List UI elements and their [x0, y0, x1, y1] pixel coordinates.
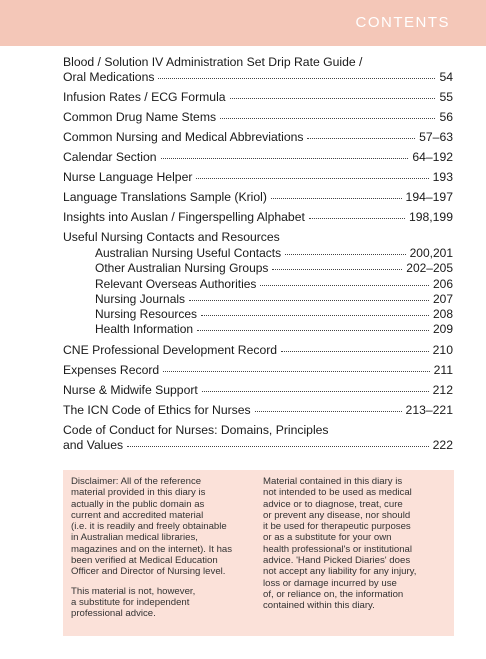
dot-leader	[272, 269, 402, 270]
dot-leader	[255, 411, 402, 412]
disclaimer-paragraph-1	[71, 476, 259, 578]
toc-subentry-overseas-authorities[interactable]	[63, 277, 453, 292]
toc-entry-label: Nursing Resources	[95, 307, 198, 322]
toc-page-number: 208	[432, 307, 453, 322]
toc-entry-label: Useful Nursing Contacts and Resources	[63, 230, 280, 244]
toc-entry-infusion-rates[interactable]	[63, 90, 453, 105]
toc-entry-label-line1: Blood / Solution IV Administration Set Drip Rate Guide /	[63, 55, 363, 69]
toc-entry-label: Calendar Section	[63, 150, 157, 164]
toc-page-number: 55	[439, 90, 453, 104]
toc-entry-contacts-resources[interactable]	[63, 230, 453, 338]
toc-page-number: 212	[432, 382, 453, 397]
toc-page-number: 194–197	[405, 190, 453, 204]
dot-leader	[189, 300, 429, 301]
dot-leader	[220, 118, 435, 119]
disclaimer-line: professional advice.	[71, 608, 156, 620]
disclaimer-line: in Australian medical libraries,	[71, 532, 198, 544]
toc-page-number: 213–221	[405, 402, 453, 417]
disclaimer-line: health professional's or institutional	[263, 543, 413, 555]
toc-entry-label: The ICN Code of Ethics for Nurses	[63, 402, 251, 417]
dot-leader	[281, 351, 429, 352]
toc-entry-label: Nurse Language Helper	[63, 170, 193, 184]
disclaimer-line: (i.e. it is readily and freely obtainable	[71, 521, 227, 533]
disclaimer-left-column	[71, 476, 259, 620]
toc-page-number: 193	[432, 170, 453, 184]
disclaimer-line: been verified at Medical Education	[71, 555, 218, 567]
toc-entry-auslan[interactable]	[63, 210, 453, 225]
toc-page-number: 200,201	[409, 246, 453, 260]
dot-leader	[201, 315, 429, 316]
toc-entry-language-helper[interactable]	[63, 170, 453, 185]
toc-entry-label: Insights into Auslan / Fingerspelling Alphabet	[63, 210, 305, 224]
toc-page-number: 64–192	[412, 150, 453, 164]
table-of-contents	[63, 55, 453, 453]
disclaimer-line: Disclaimer: All of the reference	[71, 476, 202, 487]
disclaimer-right-column	[263, 476, 449, 612]
toc-page-number: 207	[432, 291, 453, 306]
disclaimer-box	[63, 470, 454, 636]
dot-leader	[230, 98, 436, 99]
toc-entry-label: Expenses Record	[63, 362, 160, 377]
dot-leader	[307, 138, 415, 139]
toc-entry-label: Other Australian Nursing Groups	[95, 261, 269, 276]
disclaimer-line: current and accredited material	[71, 509, 204, 521]
dot-leader	[309, 218, 405, 219]
disclaimer-line: material provided in this diary is	[71, 487, 206, 499]
disclaimer-line: actually in the public domain as	[71, 498, 205, 510]
toc-subentry-nursing-contacts[interactable]	[63, 246, 453, 261]
dot-leader	[127, 446, 429, 447]
disclaimer-line: or prevent any disease, nor should	[263, 509, 411, 521]
dot-leader	[271, 198, 402, 199]
toc-page-number: 56	[439, 110, 453, 124]
disclaimer-line: Material contained in this diary is	[263, 476, 403, 487]
toc-entry-label: CNE Professional Development Record	[63, 342, 278, 357]
toc-subentry-nursing-journals[interactable]	[63, 292, 453, 307]
dot-leader	[260, 285, 429, 286]
disclaimer-paragraph-2	[71, 586, 259, 620]
dot-leader	[163, 371, 429, 372]
toc-entry-label: Australian Nursing Useful Contacts	[95, 246, 282, 260]
disclaimer-line: it be used for therapeutic purposes	[263, 521, 411, 533]
disclaimer-line: magazines and on the internet). It has	[71, 543, 233, 555]
disclaimer-line: a substitute for independent	[71, 596, 190, 608]
dot-leader	[158, 78, 435, 79]
toc-entry-label: Nursing Journals	[95, 291, 186, 306]
page-title: CONTENTS	[355, 14, 450, 31]
toc-page-number: 210	[432, 342, 453, 357]
toc-entry-label: Health Information	[95, 322, 194, 337]
disclaimer-line: This material is not, however,	[71, 585, 196, 597]
disclaimer-line: advice. 'Hand Picked Diaries' does	[263, 555, 411, 567]
disclaimer-line: not accept any liability for any injury,	[263, 566, 417, 578]
dot-leader	[202, 391, 429, 392]
toc-entry-kriol[interactable]	[63, 190, 453, 205]
toc-entry-drug-name-stems[interactable]	[63, 110, 453, 125]
toc-page-number: 209	[432, 322, 453, 337]
dot-leader	[197, 330, 429, 331]
toc-entry-expenses-record[interactable]	[63, 363, 453, 378]
toc-entry-label-line1: Code of Conduct for Nurses: Domains, Principles	[63, 422, 329, 437]
toc-page-number: 54	[439, 70, 453, 84]
toc-entry-label: Infusion Rates / ECG Formula	[63, 90, 226, 104]
contents-header-bar	[0, 0, 486, 46]
toc-subentry-health-information[interactable]	[63, 322, 453, 337]
toc-page-number: 222	[432, 437, 453, 452]
disclaimer-line: not intended to be used as medical	[263, 487, 412, 499]
toc-entry-label-line2: Oral Medications	[63, 70, 155, 84]
toc-subentry-nursing-groups[interactable]	[63, 261, 453, 276]
toc-entry-midwife-support[interactable]	[63, 383, 453, 398]
dot-leader	[196, 178, 428, 179]
dot-leader	[285, 254, 406, 255]
toc-page-number: 202–205	[406, 261, 453, 276]
toc-page-number: 211	[433, 362, 453, 377]
toc-entry-label-line2: and Values	[63, 437, 124, 452]
disclaimer-line: of, or reliance on, the information	[263, 588, 404, 600]
toc-entry-abbreviations[interactable]	[63, 130, 453, 145]
disclaimer-line: loss or damage incurred by use	[263, 577, 397, 589]
toc-entry-icn-code[interactable]	[63, 403, 453, 418]
toc-subentry-nursing-resources[interactable]	[63, 307, 453, 322]
toc-entry-cne-record[interactable]	[63, 343, 453, 358]
toc-entry-drip-rate-guide[interactable]	[63, 55, 453, 85]
toc-entry-label: Common Drug Name Stems	[63, 110, 217, 124]
toc-entry-label: Nurse & Midwife Support	[63, 382, 198, 397]
toc-entry-label: Relevant Overseas Authorities	[95, 276, 257, 291]
toc-entry-code-of-conduct[interactable]	[63, 423, 453, 453]
toc-page-number: 206	[432, 276, 453, 291]
disclaimer-line: contained within this diary.	[263, 600, 375, 612]
toc-entry-label: Common Nursing and Medical Abbreviations	[63, 130, 304, 144]
toc-page-number: 57–63	[419, 130, 453, 144]
toc-entry-calendar[interactable]	[63, 150, 453, 165]
disclaimer-line: advice or to diagnose, treat, cure	[263, 498, 403, 510]
toc-entry-label: Language Translations Sample (Kriol)	[63, 190, 267, 204]
toc-page-number: 198,199	[408, 210, 453, 224]
dot-leader	[161, 158, 409, 159]
disclaimer-line: or as a substitute for your own	[263, 532, 392, 544]
disclaimer-line: Officer and Director of Nursing level.	[71, 566, 226, 578]
